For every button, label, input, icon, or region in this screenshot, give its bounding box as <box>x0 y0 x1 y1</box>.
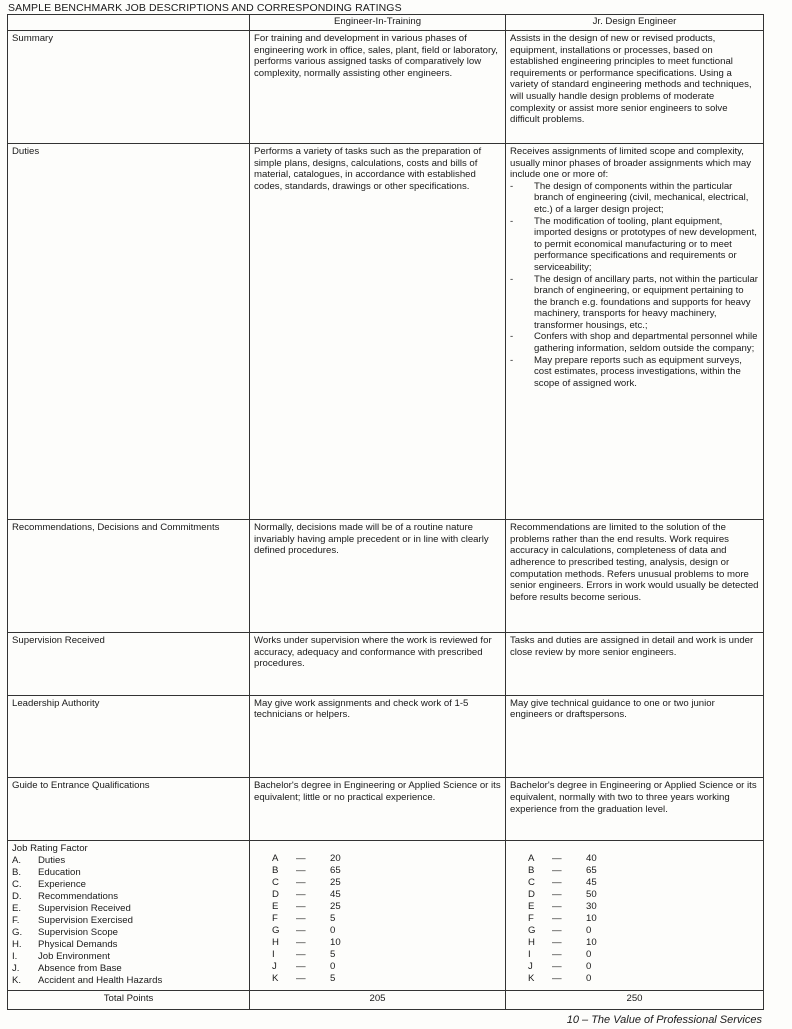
factor-row: J. Absence from Base <box>12 962 122 974</box>
benchmark-table <box>7 14 764 1010</box>
list-item: - The design of components within the particular branch of engineering (civil, mechanical, electrical, etc.) of a larger design project; <box>510 181 759 216</box>
jde-cell: Recommendations are limited to the solution of the problems rather than the end results. Work requires accuracy in calculations, completeness of data and adherence to prescribed testing, analysis, design or computation methods. Refers unusual problems to more senior engineers. Errors in work would usually be detected before results become serious. <box>506 520 764 633</box>
eit-cell: Normally, decisions made will be of a routine nature invariably having ample precedent or in line with clearly defined procedures. <box>250 520 506 633</box>
total-label: Total Points <box>8 990 250 1009</box>
list-item: - May prepare reports such as equipment surveys, cost estimates, process investigations, within the scope of assigned work. <box>510 355 759 390</box>
table-row-leadership-authority <box>8 695 764 778</box>
eit-ratings-cell <box>250 840 506 990</box>
rating-row: E — 30 <box>528 900 597 912</box>
rating-row: K — 5 <box>272 972 336 984</box>
duties-list <box>510 181 759 390</box>
eit-cell: Bachelor's degree in Engineering or Applied Science or its equivalent; little or no practical experience. <box>250 778 506 841</box>
total-jde: 250 <box>506 990 764 1009</box>
eit-cell: For training and development in various phases of engineering work in office, sales, plant, field or laboratory, performs various assigned tasks of comparatively low complexity, normally assisting other engineers. <box>250 31 506 144</box>
list-item: - The modification of tooling, plant equipment, imported designs or prototypes of new development, to permit economical manufacturing or to meet performance specifications and requirements or serviceability; <box>510 216 759 274</box>
row-label: Duties <box>8 143 250 519</box>
jde-cell: Tasks and duties are assigned in detail and work is under close review by more senior engineers. <box>506 633 764 696</box>
factor-row: G. Supervision Scope <box>12 926 118 938</box>
header-jr-design-engineer: Jr. Design Engineer <box>506 15 764 31</box>
row-label: Supervision Received <box>8 633 250 696</box>
table-row-summary <box>8 31 764 144</box>
rating-row: A — 40 <box>528 852 597 864</box>
jde-cell: Assists in the design of new or revised products, equipment, installations or processes, based on established engineering principles to meet functional requirements or performance specifications. Using a variety of standard engineering methods and techniques, will usually handle design problems of moderate complexity or assist more senior engineers to solve difficult problems. <box>506 31 764 144</box>
eit-cell: Performs a variety of tasks such as the preparation of simple plans, designs, calculations, costs and bills of material, catalogues, in accordance with established codes, standards, drawings or other specifications. <box>250 143 506 519</box>
rating-row: D — 50 <box>528 888 597 900</box>
header-blank <box>8 15 250 31</box>
list-item: - Confers with shop and departmental personnel while gathering information, seldom outside the company; <box>510 331 759 354</box>
rating-factor-heading: Job Rating Factor <box>12 842 88 854</box>
jde-cell <box>506 143 764 519</box>
rating-row: H — 10 <box>528 936 597 948</box>
total-eit: 205 <box>250 990 506 1009</box>
table-row-job-rating <box>8 840 764 990</box>
row-label: Leadership Authority <box>8 695 250 778</box>
rating-row: H — 10 <box>272 936 341 948</box>
rating-factor-cell <box>8 840 250 990</box>
factor-row: F. Supervision Exercised <box>12 914 133 926</box>
header-row <box>8 15 764 31</box>
factor-row: I. Job Environment <box>12 950 110 962</box>
jde-ratings-cell <box>506 840 764 990</box>
rating-row: K — 0 <box>528 972 592 984</box>
eit-cell: Works under supervision where the work is reviewed for accuracy, adequacy and conformance with prescribed procedures. <box>250 633 506 696</box>
rating-row: B — 65 <box>272 864 341 876</box>
rating-row: B — 65 <box>528 864 597 876</box>
jde-cell: May give technical guidance to one or two junior engineers or draftspersons. <box>506 695 764 778</box>
list-item: - The design of ancillary parts, not within the particular branch of engineering, or equipment pertaining to the branch e.g. foundations and supports for heavy machinery, transports for heavy machinery, transformer housings, etc.; <box>510 274 759 332</box>
factor-row: H. Physical Demands <box>12 938 118 950</box>
row-label: Guide to Entrance Qualifications <box>8 778 250 841</box>
rating-row: C — 25 <box>272 876 341 888</box>
rating-row: A — 20 <box>272 852 341 864</box>
row-label: Recommendations, Decisions and Commitments <box>8 520 250 633</box>
factor-row: C. Experience <box>12 878 86 890</box>
page-title: SAMPLE BENCHMARK JOB DESCRIPTIONS AND CORRESPONDING RATINGS <box>8 2 402 14</box>
rating-row: I — 5 <box>272 948 336 960</box>
rating-row: F — 10 <box>528 912 597 924</box>
factor-row: E. Supervision Received <box>12 902 131 914</box>
rating-row: J — 0 <box>272 960 336 972</box>
rating-row: G — 0 <box>528 924 592 936</box>
table-row-recommendations <box>8 520 764 633</box>
rating-row: D — 45 <box>272 888 341 900</box>
rating-row: F — 5 <box>272 912 336 924</box>
rating-row: I — 0 <box>528 948 592 960</box>
table-row-duties <box>8 143 764 519</box>
row-label: Summary <box>8 31 250 144</box>
rating-row: E — 25 <box>272 900 341 912</box>
header-engineer-in-training: Engineer-In-Training <box>250 15 506 31</box>
table-row-supervision-received <box>8 633 764 696</box>
factor-row: B. Education <box>12 866 81 878</box>
factor-row: D. Recommendations <box>12 890 118 902</box>
rating-row: G — 0 <box>272 924 336 936</box>
page-footer: 10 – The Value of Professional Services <box>566 1014 762 1026</box>
jde-cell: Bachelor's degree in Engineering or Applied Science or its equivalent, normally with two to three years working experience from the graduation level. <box>506 778 764 841</box>
eit-cell: May give work assignments and check work of 1-5 technicians or helpers. <box>250 695 506 778</box>
table-row-total <box>8 990 764 1009</box>
rating-row: C — 45 <box>528 876 597 888</box>
duties-intro: Receives assignments of limited scope and complexity, usually minor phases of broader assignments which may include one or more of: <box>510 145 752 181</box>
factor-row: K. Accident and Health Hazards <box>12 974 163 986</box>
factor-row: A. Duties <box>12 854 66 866</box>
table-row-entrance-qualifications <box>8 778 764 841</box>
rating-row: J — 0 <box>528 960 592 972</box>
